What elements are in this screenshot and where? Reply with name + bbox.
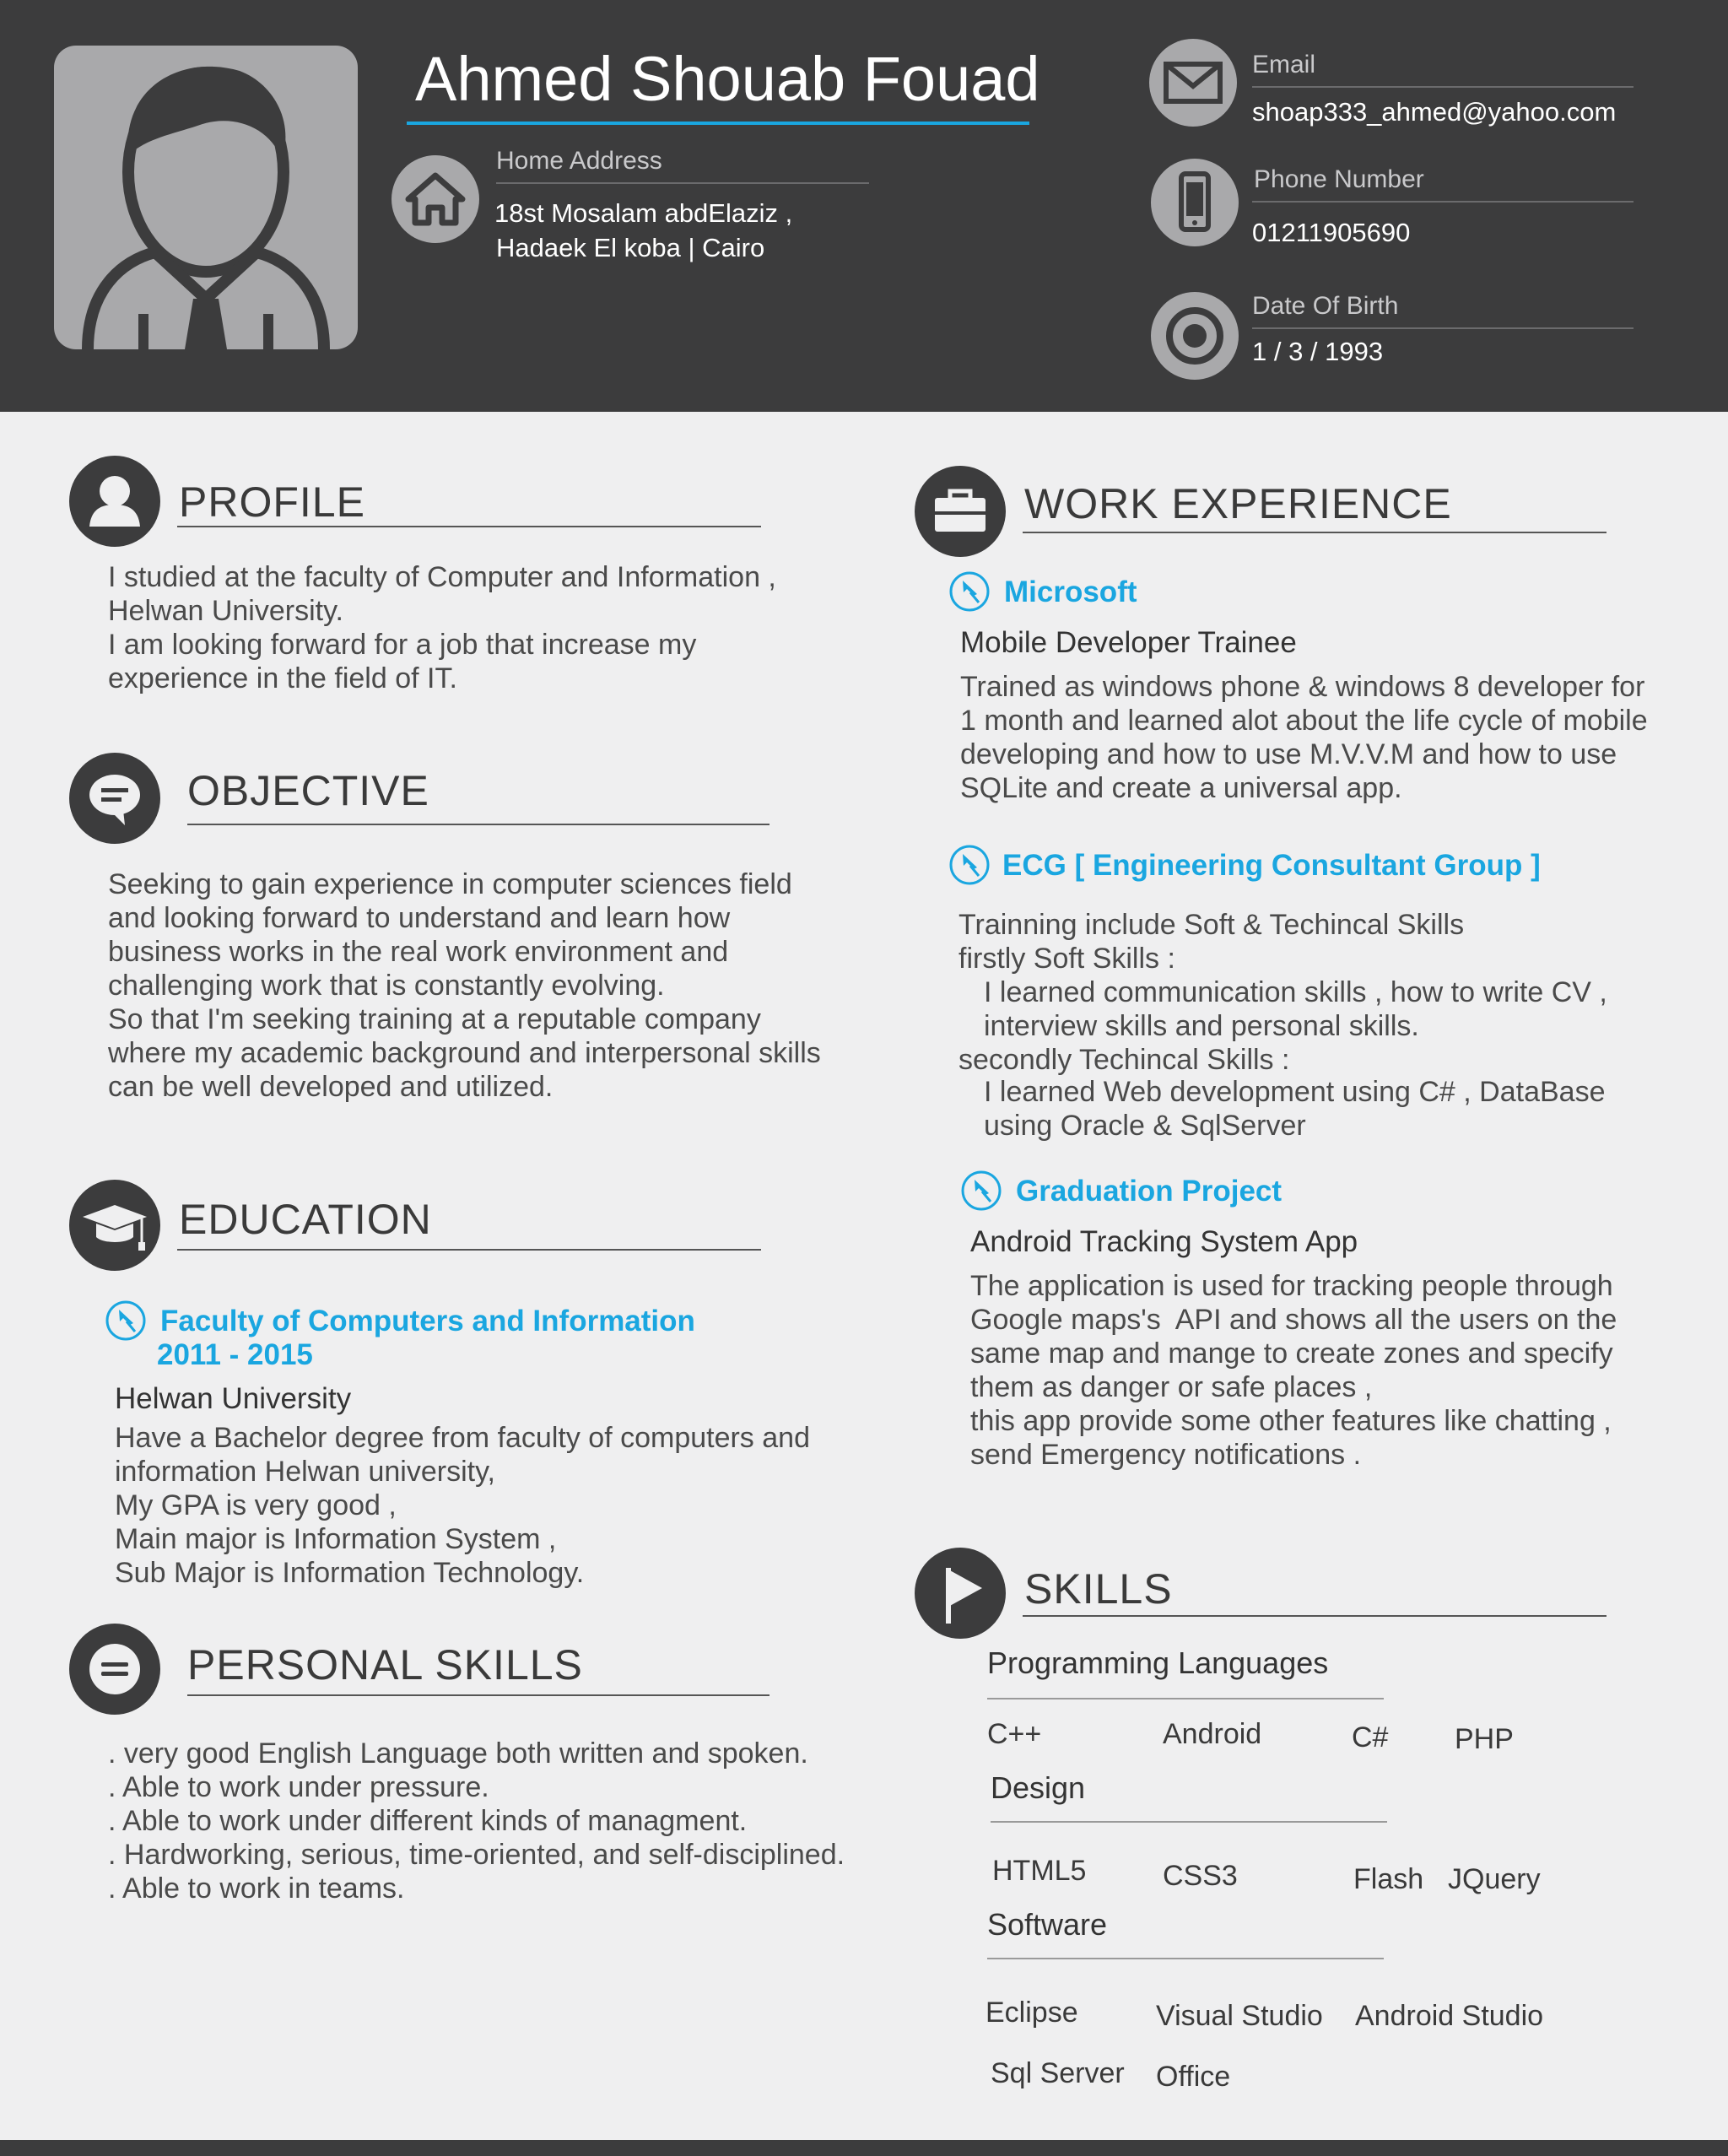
skill-item: Android	[1163, 1718, 1262, 1750]
education-rule	[177, 1249, 761, 1251]
pin-icon	[948, 570, 991, 613]
pin-icon	[105, 1300, 147, 1342]
objective-rule	[187, 824, 770, 825]
phone-icon	[1151, 159, 1239, 246]
email-value[interactable]: shoap333_ahmed@yahoo.com	[1252, 97, 1617, 127]
skill-category-software: Software	[987, 1907, 1108, 1942]
skill-item: C++	[987, 1718, 1042, 1750]
skill-category-design: Design	[991, 1770, 1086, 1805]
job-company: Microsoft	[1004, 575, 1137, 608]
personal-skills-text: . very good English Language both written and spoken. . Able to work under pressure. . Able to work under different kinds of managment. . Hardworking, serious, time-oriented, and self-disciplined. . Able to work in teams.	[108, 1737, 845, 1905]
dob-rule	[1252, 327, 1634, 329]
chat-bubble-icon	[69, 1624, 160, 1715]
skill-item: HTML5	[992, 1855, 1087, 1887]
skill-rule	[987, 1698, 1384, 1699]
education-years: 2011 - 2015	[157, 1338, 313, 1371]
phone-value[interactable]: 01211905690	[1252, 218, 1411, 247]
address-line-2: Hadaek El koba | Cairo	[496, 233, 765, 262]
user-icon	[69, 456, 160, 547]
education-text: Have a Bachelor degree from faculty of computers and information Helwan university, My GPA is very good , Main major is Information System , Sub Major is Information Technology.	[115, 1422, 810, 1589]
footer-bar	[0, 2140, 1728, 2156]
pin-icon	[960, 1170, 1002, 1212]
target-icon	[1151, 292, 1239, 380]
pin-icon	[948, 844, 991, 886]
home-icon	[392, 155, 479, 243]
job-description: The application is used for tracking people through Google maps's API and shows all the users on the same map and mange to create zones and specify them as danger or safe places , this app provide some other features like chatting , send Emergency notifications .	[970, 1270, 1617, 1471]
objective-text: Seeking to gain experience in computer sciences field and looking forward to understand and learn how business works in the real work environment and challenging work that is constantly evolving. So that I'm seeking training at a reputable company where my academic background and interpersonal skills can be well developed and utilized.	[108, 868, 821, 1103]
education-school: Faculty of Computers and Information	[160, 1305, 695, 1337]
skill-item: Sql Server	[991, 2057, 1125, 2089]
skill-item: C#	[1352, 1721, 1389, 1753]
skill-item: Office	[1156, 2061, 1231, 2093]
skill-item: JQuery	[1448, 1863, 1541, 1895]
flag-icon	[915, 1548, 1006, 1639]
job-company: ECG [ Engineering Consultant Group ]	[1002, 849, 1541, 882]
personal-skills-rule	[187, 1694, 770, 1696]
profile-rule	[177, 526, 761, 527]
full-name: Ahmed Shouab Fouad	[415, 44, 1040, 114]
profile-text: I studied at the faculty of Computer and Information , Helwan University. I am looking forward for a job that increase my experience in the field of IT.	[108, 561, 776, 694]
profile-title: PROFILE	[179, 478, 365, 526]
skill-item: Visual Studio	[1156, 2000, 1323, 2032]
work-rule	[1023, 532, 1606, 533]
work-title: WORK EXPERIENCE	[1024, 480, 1452, 527]
skill-item: Flash	[1353, 1863, 1424, 1895]
skill-item: PHP	[1455, 1723, 1514, 1755]
personal-skills-title: PERSONAL SKILLS	[187, 1641, 583, 1689]
chat-bubble-icon	[69, 753, 160, 844]
skill-item: CSS3	[1163, 1860, 1238, 1892]
name-underline	[407, 122, 1029, 125]
email-label: Email	[1252, 51, 1316, 78]
envelope-icon	[1149, 39, 1237, 127]
skill-category-programming: Programming Languages	[987, 1645, 1329, 1680]
briefcase-icon	[915, 466, 1006, 557]
address-rule	[496, 182, 869, 184]
job-description: secondly Techincal Skills :	[958, 1044, 1290, 1076]
job-description: I learned Web development using C# , DataBase using Oracle & SqlServer	[984, 1076, 1606, 1142]
job-role: Android Tracking System App	[970, 1225, 1358, 1258]
skills-title: SKILLS	[1024, 1565, 1173, 1613]
job-role: Mobile Developer Trainee	[960, 626, 1297, 659]
person-silhouette-icon	[54, 46, 358, 349]
dob-value: 1 / 3 / 1993	[1252, 337, 1384, 366]
avatar-photo	[54, 46, 358, 349]
skill-rule	[987, 1958, 1384, 1959]
job-description: Trained as windows phone & windows 8 developer for 1 month and learned alot about the life cycle of mobile developing and how to use M.V.V.M and how to use SQLite and create a universal app.	[960, 671, 1648, 804]
education-university: Helwan University	[115, 1382, 352, 1415]
job-description: Trainning include Soft & Techincal Skills firstly Soft Skills :	[958, 909, 1465, 975]
education-title: EDUCATION	[179, 1196, 432, 1243]
graduation-cap-icon	[69, 1180, 160, 1271]
skill-item: Eclipse	[986, 1997, 1078, 2029]
skill-item: Android Studio	[1355, 2000, 1544, 2032]
phone-label: Phone Number	[1254, 165, 1424, 193]
job-description: I learned communication skills , how to write CV , interview skills and personal skills.	[984, 976, 1607, 1042]
email-rule	[1252, 86, 1634, 88]
skills-rule	[1023, 1615, 1606, 1617]
address-line-1: 18st Mosalam abdElaziz ,	[494, 198, 793, 228]
dob-label: Date Of Birth	[1252, 292, 1399, 320]
objective-title: OBJECTIVE	[187, 767, 429, 814]
skill-rule	[991, 1821, 1387, 1823]
job-company: Graduation Project	[1016, 1175, 1282, 1208]
phone-rule	[1252, 201, 1634, 203]
address-label: Home Address	[496, 147, 662, 175]
